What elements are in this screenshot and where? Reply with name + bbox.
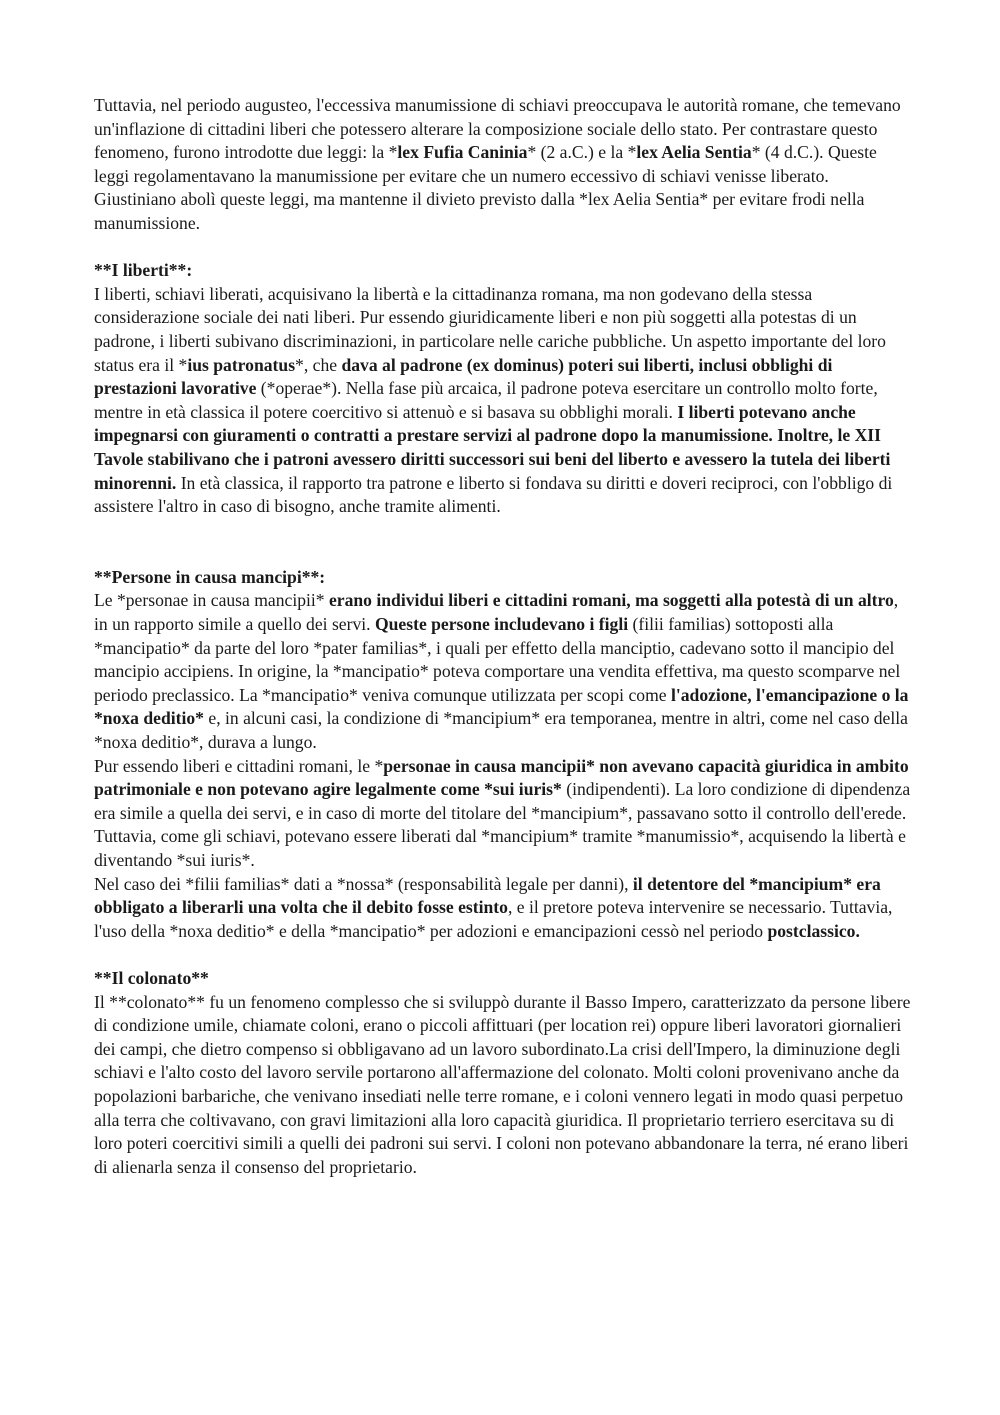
colonato-heading: **Il colonato**	[94, 967, 209, 988]
bold-text-run: erano individui liberi e cittadini romani, ma soggetti alla potestà di un altro	[328, 590, 894, 611]
bold-text-run: l'adozione, l'emancipazione o la *noxa deditio*	[94, 684, 909, 729]
mancipi-paragraph-1	[94, 589, 914, 754]
text-run: (filii familias) sottoposti alla *mancipatio* da parte del loro *pater familias*, i quali per effetto della manciptio, cadevano sotto il mancipio del mancipio accipiens. In origine, la *mancipatio* poteva comportare una vendita effettiva, ma questo scomparve nel periodo preclassico. La *mancipatio* veniva comunque utilizzata per scopi come	[94, 614, 901, 705]
bold-text-run: il detentore del *mancipium* era obbligato a liberarli una volta che il debito fosse estinto	[94, 873, 881, 918]
mancipi-heading: **Persone in causa mancipi**:	[94, 566, 326, 587]
liberti-paragraph	[94, 283, 914, 519]
intro-paragraph	[94, 94, 914, 236]
text-run: , e il pretore poteva intervenire se necessario. Tuttavia, l'uso della *noxa deditio* e della *mancipatio* per adozioni e emancipazioni cessò nel periodo	[94, 897, 893, 941]
text-run: In età classica, il rapporto tra patrone e liberto si fondava su diritti e doveri reciproci, con l'obbligo di assistere l'altro in caso di bisogno, anche tramite alimenti.	[94, 472, 893, 517]
bold-text-run: dava al padrone (ex dominus) poteri sui liberti, inclusi obblighi di prestazioni lavorative	[94, 354, 833, 399]
text-run: Pur essendo liberi e cittadini romani, le *	[94, 755, 384, 776]
mancipi-paragraph-3	[94, 873, 914, 944]
text-run: (*operae*). Nella fase più arcaica, il padrone poteva esercitare un controllo molto forte, mentre in età classica il potere coercitivo si attenuò e si basava su obblighi morali.	[94, 378, 878, 422]
paragraph-gap	[94, 236, 914, 260]
text-run: * (2 a.C.) e la *	[527, 142, 637, 163]
bold-text-run: Queste persone includevano i figli	[374, 614, 629, 635]
bold-text-run: lex Fufia Caninia	[397, 142, 528, 163]
bold-text-run: postclassico.	[767, 920, 860, 941]
text-run: I liberti, schiavi liberati, acquisivano la libertà e la cittadinanza romana, ma non godevano della stessa considerazione sociale dei nati liberi. Pur essendo giuridicamente liberi e non più soggetti alla potestas di un padrone, i liberti subivano discriminazioni, in particolare nelle cariche pubbliche. Un aspetto importante del loro status era il *	[94, 283, 886, 375]
text-run: Il **colonato** fu un fenomeno complesso che si sviluppò durante il Basso Impero, caratterizzato da persone libere di condizione umile, chiamate coloni, erano o piccoli affittuari (per location rei) oppure liberi lavoratori giornalieri dei campi, che dietro compenso si obbligavano ad un lavoro subordinato.La crisi dell'Impero, la diminuzione degli schiavi e l'alto costo del lavoro servile portarono all'affermazione del colonato. Molti coloni provenivano anche da popolazioni barbariche, che venivano insediati nelle terre romane, e i coloni vennero legati in modo quasi perpetuo alla terra che coltivavano, con gravi limitazioni alla loro capacità giuridica. Il proprietario terriero esercitava su di loro poteri coercitivi simili a quelli dei padroni sui servi. I coloni non potevano abbandonare la terra, né erano liberi di alienarla senza il consenso del proprietario.	[94, 991, 911, 1177]
text-run: (indipendenti). La loro condizione di dipendenza era simile a quella dei servi, e in caso di morte del titolare del *mancipium*, passavano sotto il controllo dell'erede. Tuttavia, come gli schiavi, potevano essere liberati dal *mancipium* tramite *manumissio*, acquisendo la libertà e diventando *sui iuris*.	[94, 779, 911, 870]
bold-text-run: personae in causa mancipii* non avevano capacità giuridica in ambito patrimoniale e non potevano agire legalmente come *sui iuris*	[94, 755, 909, 800]
text-run: *, che	[295, 354, 342, 375]
text-run: Le *personae in causa mancipii*	[94, 590, 329, 611]
bold-text-run: I liberti potevano anche impegnarsi con giuramenti o contratti a prestare servizi al padrone dopo la manumissione. Inoltre, le XII Tavole stabilivano che i patroni avessero diritti successori sui beni del liberto e avessero la tutela dei liberti minorenni.	[94, 401, 891, 493]
liberti-heading: **I liberti**:	[94, 260, 193, 281]
bold-text-run: lex Aelia Sentia	[636, 142, 752, 163]
text-run: , in un rapporto simile a quello dei servi.	[94, 590, 899, 635]
text-run: e, in alcuni casi, la condizione di *mancipium* era temporanea, mentre in altri, come nel caso della *noxa deditio*, durava a lungo.	[94, 708, 908, 753]
paragraph-gap	[94, 943, 914, 967]
section-gap	[94, 519, 914, 566]
text-run: Nel caso dei *filii familias* dati a *nossa* (responsabilità legale per danni),	[94, 873, 633, 894]
document-page	[94, 94, 914, 1179]
bold-text-run: ius patronatus	[187, 354, 296, 375]
mancipi-paragraph-2	[94, 755, 914, 873]
text-run: Tuttavia, nel periodo augusteo, l'eccessiva manumissione di schiavi preoccupava le autorità romane, che temevano un'inflazione di cittadini liberi che potessero alterare la composizione sociale dello stato. Per contrastare questo fenomeno, furono introdotte due leggi: la *	[94, 95, 901, 163]
colonato-paragraph	[94, 991, 914, 1180]
text-run: * (4 d.C.). Queste leggi regolamentavano la manumissione per evitare che un numero eccessivo di schiavi venisse liberato. Giustiniano abolì queste leggi, ma mantenne il divieto previsto dalla *lex Aelia Sentia* per evitare frodi nella manumissione.	[94, 142, 877, 233]
